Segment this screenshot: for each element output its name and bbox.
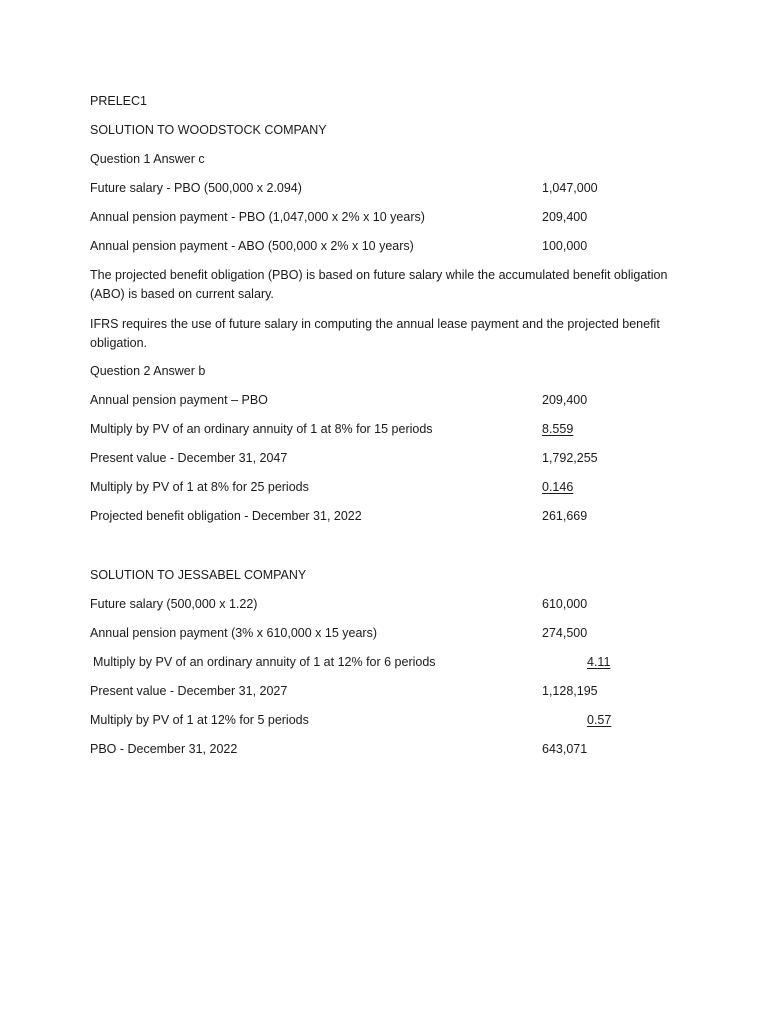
row-value: 1,792,255 (542, 451, 598, 465)
row-value: 643,071 (542, 742, 588, 756)
row-label: Future salary - PBO (500,000 x 2.094) (90, 181, 302, 195)
row-label: Present value - December 31, 2047 (90, 451, 288, 465)
row-value: 209,400 (542, 210, 588, 224)
row-label: Future salary (500,000 x 1.22) (90, 597, 258, 611)
woodstock-q2-row (90, 507, 650, 525)
row-value: 1,047,000 (542, 181, 598, 195)
jessabel-row (90, 595, 650, 613)
row-value: 209,400 (542, 393, 588, 407)
note-ifrs: IFRS requires the use of future salary in computing the annual lease payment and the projected benefit obligation. (90, 317, 660, 350)
row-value: 1,128,195 (542, 684, 598, 698)
woodstock-q2-row (90, 391, 650, 409)
jessabel-row (90, 740, 650, 758)
row-label: PBO - December 31, 2022 (90, 742, 238, 756)
jessabel-row (90, 711, 650, 729)
document-title: PRELEC1 (90, 94, 147, 108)
row-label: Annual pension payment - PBO (1,047,000 x 2% x 10 years) (90, 210, 425, 224)
woodstock-q1-row (90, 179, 650, 197)
row-value: 610,000 (542, 597, 588, 611)
row-value: 261,669 (542, 509, 588, 523)
woodstock-q2-row (90, 478, 650, 496)
note-pbo-abo: The projected benefit obligation (PBO) is based on future salary while the accumulated benefit obligation (ABO) is based on current salary. (90, 268, 668, 301)
jessabel-row (90, 682, 650, 700)
question-1-heading: Question 1 Answer c (90, 152, 205, 166)
row-label: Projected benefit obligation - December 31, 2022 (90, 509, 362, 523)
row-value: 0.146 (542, 480, 574, 494)
woodstock-q1-row (90, 237, 650, 255)
woodstock-heading: SOLUTION TO WOODSTOCK COMPANY (90, 123, 327, 137)
woodstock-q2-row (90, 449, 650, 467)
question-2-heading: Question 2 Answer b (90, 364, 206, 378)
row-label: Multiply by PV of 1 at 8% for 25 periods (90, 480, 309, 494)
jessabel-row (90, 624, 650, 642)
jessabel-row (90, 653, 650, 671)
row-label: Annual pension payment (3% x 610,000 x 15 years) (90, 626, 377, 640)
row-label: Multiply by PV of 1 at 12% for 5 periods (90, 713, 309, 727)
row-label: Present value - December 31, 2027 (90, 684, 288, 698)
row-value: 4.11 (587, 655, 611, 669)
row-label: Multiply by PV of an ordinary annuity of 1 at 8% for 15 periods (90, 422, 433, 436)
woodstock-q2-row (90, 420, 650, 438)
jessabel-heading: SOLUTION TO JESSABEL COMPANY (90, 568, 307, 582)
woodstock-q1-row (90, 208, 650, 226)
row-value: 274,500 (542, 626, 588, 640)
row-label: Multiply by PV of an ordinary annuity of 1 at 12% for 6 periods (93, 655, 436, 669)
row-value: 0.57 (587, 713, 612, 727)
row-value: 8.559 (542, 422, 574, 436)
row-label: Annual pension payment - ABO (500,000 x 2% x 10 years) (90, 239, 414, 253)
row-label: Annual pension payment – PBO (90, 393, 268, 407)
row-value: 100,000 (542, 239, 588, 253)
